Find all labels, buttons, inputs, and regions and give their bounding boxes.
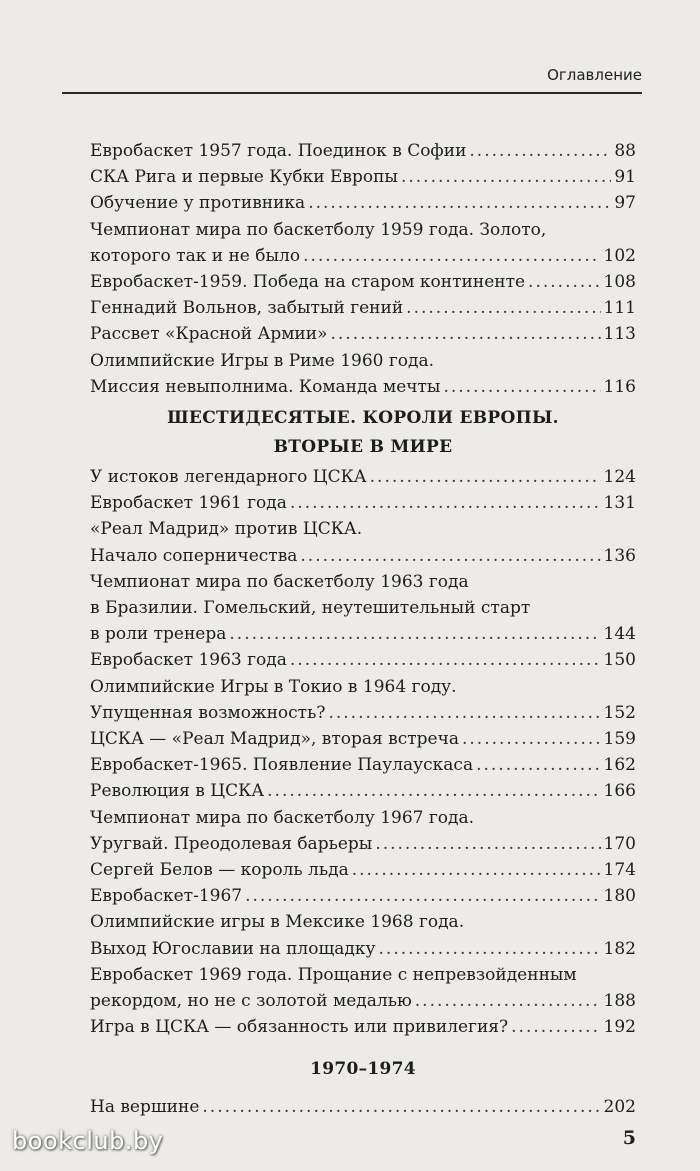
header-rule	[62, 92, 642, 94]
toc-entry	[90, 962, 636, 1014]
toc-entry-page: 131	[603, 493, 636, 514]
dot-leader	[245, 883, 600, 909]
toc-entry-title: Миссия невыполнима. Команда мечты	[90, 376, 441, 397]
toc-entry-title: СКА Рига и первые Кубки Европы	[90, 167, 398, 188]
toc-entry-leader-line	[90, 621, 636, 647]
toc-entry-leader-line	[90, 138, 636, 164]
toc-entry	[90, 569, 636, 648]
dot-leader	[476, 752, 600, 778]
toc-entry-title: Евробаскет 1961 года	[90, 493, 287, 514]
toc-entry-page: 202	[603, 1096, 636, 1117]
toc-entry-title: Евробаскет 1957 года. Поединок в Софии	[90, 141, 467, 161]
toc-entry-page: 88	[614, 141, 636, 161]
toc-entry-title: ЦСКА — «Реал Мадрид», вторая встреча	[90, 729, 459, 750]
dot-leader	[462, 726, 601, 752]
toc-entry-line: Чемпионат мира по баскетболу 1967 года.	[90, 807, 475, 828]
toc-entry-line: Олимпийские игры в Мексике 1968 года.	[90, 912, 465, 933]
dot-leader	[375, 831, 600, 857]
toc-entry	[90, 778, 636, 804]
toc-entry-leader-line	[90, 269, 636, 295]
dot-leader	[352, 857, 601, 883]
toc-entry	[90, 164, 636, 190]
toc-entry-leader-line	[90, 700, 636, 726]
toc-entry-page: 144	[603, 624, 636, 645]
toc-entry-title: которого так и не было	[90, 245, 301, 266]
toc-entry	[90, 464, 636, 490]
toc-entry-line: Евробаскет 1969 года. Прощание с непревзойденным	[90, 964, 577, 985]
toc-entry-leader-line	[90, 543, 636, 569]
toc-entry-leader-line	[90, 831, 636, 857]
toc-entry	[90, 516, 636, 568]
toc-entry-title: Евробаскет-1967	[90, 886, 243, 907]
toc-entry-leader-line	[90, 857, 636, 883]
toc-entry-leader-line	[90, 778, 636, 804]
toc-entry-page: 108	[603, 272, 636, 293]
toc-entry	[90, 883, 636, 909]
dot-leader	[401, 164, 611, 190]
toc-entry-page: 182	[603, 938, 636, 959]
toc-entry	[90, 138, 636, 164]
dot-leader	[290, 490, 601, 516]
dot-leader	[406, 295, 600, 321]
toc-entry-leader-line	[90, 726, 636, 752]
dot-leader	[469, 138, 611, 164]
toc-entry-title: Выход Югославии на площадку	[90, 938, 376, 959]
dot-leader	[267, 778, 600, 804]
toc-entry-page: 180	[603, 886, 636, 907]
toc-entry	[90, 1094, 636, 1120]
toc-entry-page: 111	[603, 298, 636, 319]
toc-entry-leader-line	[90, 243, 636, 269]
toc-entry-leader-line	[90, 1014, 636, 1040]
toc-entry	[90, 726, 636, 752]
dot-leader	[379, 936, 601, 962]
toc-entry-title: Игра в ЦСКА — обязанность или привилегия?	[90, 1017, 509, 1038]
toc-entry-title: Евробаскет-1959. Победа на старом континенте	[90, 272, 526, 293]
dot-leader	[511, 1014, 600, 1040]
section-heading: ШЕСТИДЕСЯТЫЕ. КОРОЛИ ЕВРОПЫ.	[167, 408, 559, 429]
toc-entry-line: Олимпийские Игры в Риме 1960 года.	[90, 350, 435, 371]
toc-entry	[90, 217, 636, 269]
toc-entry-page: 124	[603, 467, 636, 488]
toc-entry-page: 192	[603, 1017, 636, 1038]
toc-entry	[90, 752, 636, 778]
toc-entry-title: Сергей Белов — король льда	[90, 860, 349, 881]
toc-entry-line: Чемпионат мира по баскетболу 1959 года. Золото,	[90, 219, 547, 240]
toc-entry-page: 188	[603, 991, 636, 1012]
toc-entry-page: 162	[603, 755, 636, 776]
toc-entry-page: 166	[603, 781, 636, 802]
toc-entry-page: 113	[603, 324, 636, 345]
toc-entry-line: Чемпионат мира по баскетболу 1963 года	[90, 571, 469, 592]
toc-entry-leader-line	[90, 464, 636, 490]
toc-entry	[90, 674, 636, 726]
toc-entry-page: 102	[603, 245, 636, 266]
toc-entry-title: Рассвет «Красной Армии»	[90, 324, 328, 345]
dot-leader	[229, 621, 600, 647]
dot-leader	[308, 190, 611, 216]
toc-entry-line: Олимпийские Игры в Токио в 1964 году.	[90, 676, 457, 697]
toc-entry-page: 150	[603, 650, 636, 671]
toc-entry	[90, 295, 636, 321]
toc-entry-title: Евробаскет 1963 года	[90, 650, 287, 671]
toc-entry-leader-line	[90, 490, 636, 516]
toc-entry-leader-line	[90, 752, 636, 778]
dot-leader	[528, 269, 601, 295]
toc-entry-page: 170	[603, 833, 636, 854]
toc-entry-page: 136	[603, 545, 636, 566]
toc-entry-title: рекордом, но не с золотой медалью	[90, 991, 412, 1012]
toc-entry-title: У истоков легендарного ЦСКА	[90, 467, 367, 488]
dot-leader	[290, 647, 601, 673]
toc-entry	[90, 321, 636, 347]
section-heading: 1970–1974	[310, 1058, 416, 1079]
toc-entry-page: 159	[603, 729, 636, 750]
toc-entry-title: Начало соперничества	[90, 545, 298, 566]
toc-entry	[90, 490, 636, 516]
toc-entry-title: Обучение у противника	[90, 193, 306, 214]
toc-entry-leader-line	[90, 936, 636, 962]
toc-entry-leader-line	[90, 190, 636, 216]
toc-entry-leader-line	[90, 988, 636, 1014]
toc-entry	[90, 857, 636, 883]
toc-entry-page: 97	[614, 193, 636, 214]
toc-entry-line: в Бразилии. Гомельский, неутешительный старт	[90, 598, 531, 619]
toc-entry-title: Революция в ЦСКА	[90, 781, 265, 802]
toc-entry-title: Евробаскет-1965. Появление Паулаускаса	[90, 755, 474, 776]
toc-entry	[90, 909, 636, 961]
toc-entry-leader-line	[90, 647, 636, 673]
dot-leader	[300, 543, 600, 569]
toc-entry-leader-line	[90, 1094, 636, 1120]
toc-entry-leader-line	[90, 374, 636, 400]
toc-entry	[90, 1014, 636, 1040]
toc-entry-page: 91	[614, 167, 636, 188]
running-header-title: Оглавление	[547, 66, 642, 84]
dot-leader	[303, 243, 600, 269]
toc-entry	[90, 269, 636, 295]
toc-entry-leader-line	[90, 295, 636, 321]
toc-entry-title: Уругвай. Преодолевая барьеры	[90, 833, 373, 854]
toc-entry-leader-line	[90, 883, 636, 909]
dot-leader	[331, 321, 601, 347]
toc-entry-title: Геннадий Вольнов, забытый гений	[90, 298, 404, 319]
toc-entry-page: 174	[603, 860, 636, 881]
toc-entry-page: 152	[603, 702, 636, 723]
dot-leader	[202, 1094, 600, 1120]
toc-entry-title: Упущенная возможность?	[90, 702, 326, 723]
toc-entry	[90, 190, 636, 216]
page-number: 5	[622, 1127, 636, 1149]
toc-entry-line: «Реал Мадрид» против ЦСКА.	[90, 519, 363, 540]
dot-leader	[328, 700, 600, 726]
section-heading: ВТОРЫЕ В МИРЕ	[273, 437, 453, 458]
dot-leader	[370, 464, 601, 490]
toc-entry-page: 116	[603, 376, 636, 397]
toc-entry	[90, 647, 636, 673]
dot-leader	[443, 374, 600, 400]
toc-entry-leader-line	[90, 164, 636, 190]
toc-entry-title: в роли тренера	[90, 624, 227, 645]
toc-entry	[90, 805, 636, 857]
toc-entry-title: На вершине	[90, 1096, 200, 1117]
toc-entry	[90, 348, 636, 400]
table-of-contents	[90, 138, 636, 1120]
toc-entry-leader-line	[90, 321, 636, 347]
watermark-site: bookclub.by	[12, 1127, 164, 1155]
dot-leader	[415, 988, 601, 1014]
